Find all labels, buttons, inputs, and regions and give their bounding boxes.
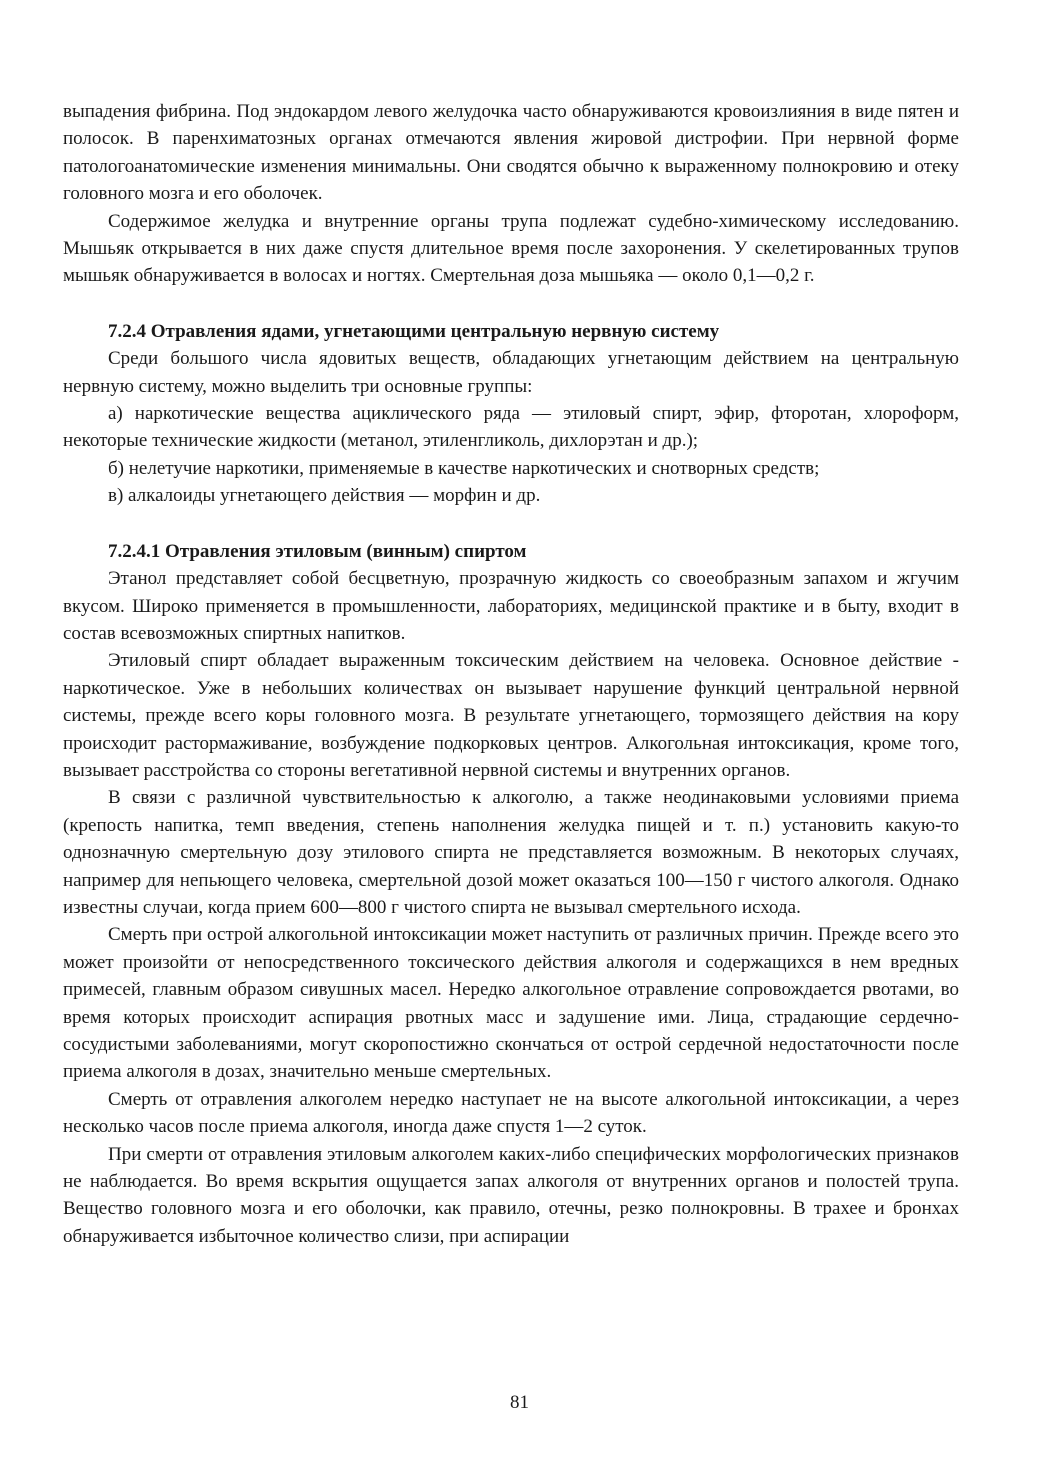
page-number: 81	[510, 1392, 529, 1413]
document-body	[63, 98, 959, 1250]
paragraph: Смерть при острой алкогольной интоксикации может наступить от различных причин. Прежде всего это может произойти от непосредственного токсического действия алкоголя и содержащихся в нем вредных примесей, главным образом сивушных масел. Нередко алкогольное отравление сопровождается рвотами, во время которых происходит аспирация рвотных масс и задушение ими. Лица, страдающие сердечно-сосудистыми заболеваниями, могут скоропостижно скончаться от острой сердечной недостаточности после приема алкоголя в дозах, значительно меньше смертельных.	[63, 924, 959, 1083]
spacer	[63, 510, 959, 538]
paragraph: Содержимое желудка и внутренние органы трупа подлежат судебно-химическому исследованию. Мышьяк открывается в них даже спустя длительное время после захоронения. У скелетированных трупов мышьяк обнаруживается в волосах и ногтях. Смертельная доза мышьяка — около 0,1—0,2 г.	[63, 210, 959, 287]
paragraph: При смерти от отравления этиловым алкоголем каких-либо специфических морфологических признаков не наблюдается. Во время вскрытия ощущается запах алкоголя от внутренних органов и полостей трупа. Вещество головного мозга и его оболочки, как правило, отечны, резко полнокровны. В трахее и бронхах обнаруживается избыточное количество слизи, при аспирации	[63, 1143, 959, 1247]
paragraph: Среди большого числа ядовитых веществ, обладающих угнетающим действием на центральную нервную систему, можно выделить три основные группы:	[63, 348, 959, 397]
paragraph: Этанол представляет собой бесцветную, прозрачную жидкость со своеобразным запахом и жгучим вкусом. Широко применяется в промышленности, лабораториях, медицинской практике и в быту, входит в состав всевозможных спиртных напитков.	[63, 568, 959, 644]
section-heading: 7.2.4 Отравления ядами, угнетающими центральную нервную систему	[108, 320, 720, 342]
paragraph: В связи с различной чувствительностью к алкоголю, а также неодинаковыми условиями приема (крепость напитка, темп введения, степень наполнения желудка пищей и т. п.) установить какую-то однозначную смертельную дозу этилового спирта не представляется возможным. В некоторых случаях, например для непьющего человека, смертельной дозой может оказаться 100—150 г чистого алкоголя. Однако известны случаи, когда прием 600—800 г чистого спирта не вызывал смертельного исхода.	[63, 787, 959, 918]
spacer	[63, 290, 959, 318]
list-item: а) наркотические вещества ациклического ряда — этиловый спирт, эфир, фторотан, хлороформ, некоторые технические жидкости (метанол, этиленгликоль, дихлорэтан и др.);	[63, 403, 959, 452]
list-item: б) нелетучие наркотики, применяемые в качестве наркотических и снотворных средств;	[108, 457, 820, 479]
list-item: в) алкалоиды угнетающего действия — морфин и др.	[108, 485, 541, 507]
subsection-heading: 7.2.4.1 Отравления этиловым (винным) спиртом	[108, 540, 527, 562]
paragraph: Этиловый спирт обладает выраженным токсическим действием на человека. Основное действие - наркотическое. Уже в небольших количествах он вызывает нарушение функций центральной нервной системы, прежде всего коры головного мозга. В результате угнетающего, тормозящего действия на кору происходит растормаживание, возбуждение подкорковых центров. Алкогольная интоксикация, кроме того, вызывает расстройства со стороны вегетативной нервной системы и внутренних органов.	[63, 650, 959, 781]
paragraph: Смерть от отравления алкоголем нередко наступает не на высоте алкогольной интоксикации, а через несколько часов после приема алкоголя, иногда даже спустя 1—2 суток.	[63, 1088, 959, 1138]
paragraph: выпадения фибрина. Под эндокардом левого желудочка часто обнаруживаются кровоизлияния в виде пятен и полосок. В паренхиматозных органах отмечаются явления жировой дистрофии. При нервной форме патологоанатомические изменения минимальны. Они сводятся обычно к выраженному полнокровию и отеку головного мозга и его оболочек.	[63, 101, 959, 205]
